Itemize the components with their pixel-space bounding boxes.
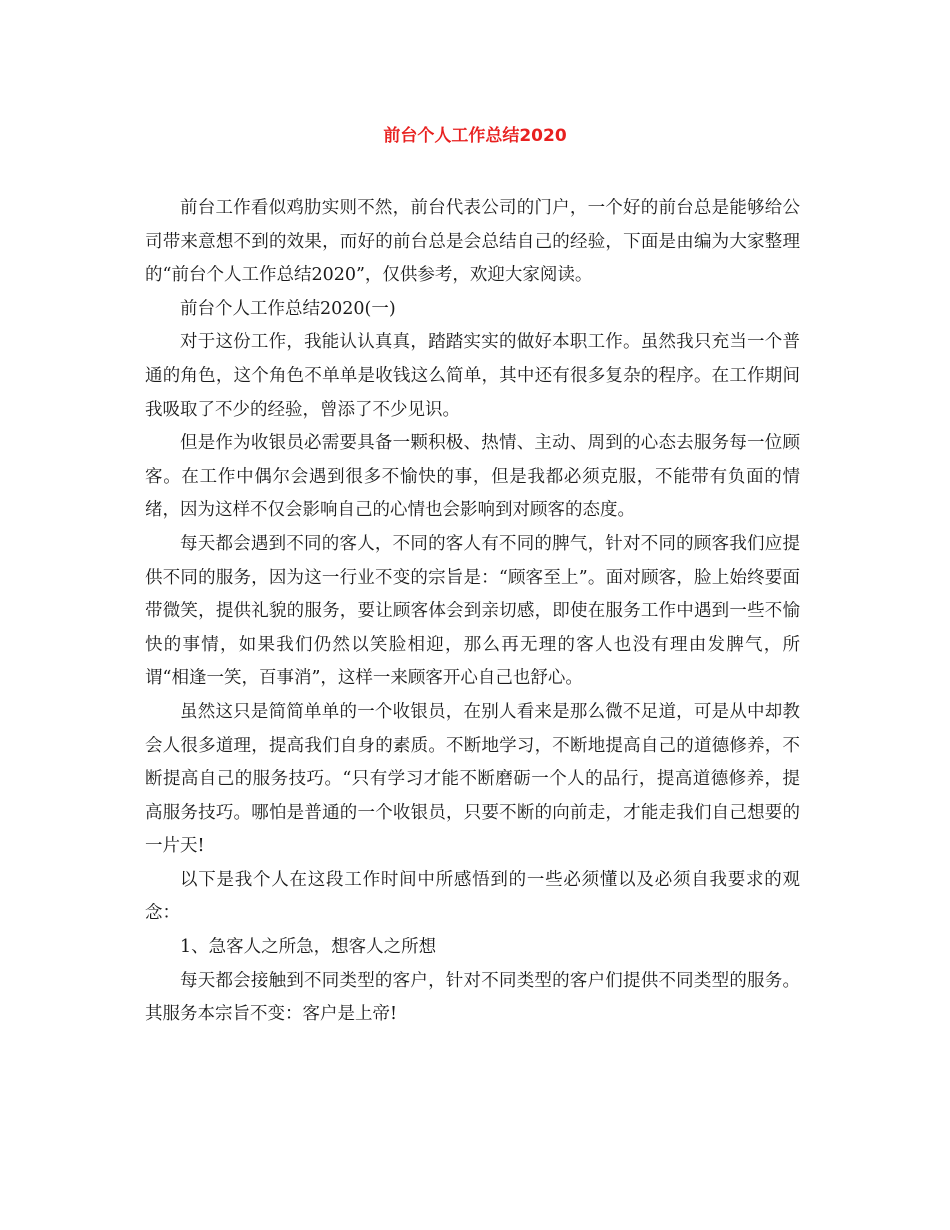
document-title: 前台个人工作总结2020 <box>383 126 567 146</box>
paragraph: 每天都会接触到不同类型的客户，针对不同类型的客户们提供不同类型的服务。其服务本宗旨不变：客户是上帝! <box>145 970 800 1025</box>
paragraph: 对于这份工作，我能认认真真，踏踏实实的做好本职工作。虽然我只充当一个普通的角色，这个角色不单单是收钱这么简单，其中还有很多复杂的程序。在工作期间我吸取了不少的经验，曾添了不少见识。 <box>145 332 800 420</box>
paragraph: 以下是我个人在这段工作时间中所感悟到的一些必须懂以及必须自我要求的观念： <box>145 869 800 924</box>
paragraph: 每天都会遇到不同的客人，不同的客人有不同的脾气，针对不同的顾客我们应提供不同的服务，因为这一行业不变的宗旨是：“顾客至上”。面对顾客，脸上始终要面带微笑，提供礼貌的服务，要让顾客体会到亲切感，即使在服务工作中遇到一些不愉快的事情，如果我们仍然以笑脸相迎，那么再无理的客人也没有理由发脾气，所谓“相逢一笑，百事消”，这样一来顾客开心自己也舒心。 <box>145 533 800 689</box>
paragraph: 但是作为收银员必需要具备一颗积极、热情、主动、周到的心态去服务每一位顾客。在工作中偶尔会遇到很多不愉快的事，但是我都必须克服，不能带有负面的情绪，因为这样不仅会影响自己的心情也会影响到对顾客的态度。 <box>145 433 800 521</box>
list-heading: 1、急客人之所急，想客人之所想 <box>180 937 437 958</box>
section-heading: 前台个人工作总结2020(一) <box>180 298 396 319</box>
document-body <box>145 192 800 1032</box>
paragraph: 虽然这只是简简单单的一个收银员，在别人看来是那么微不足道，可是从中却教会人很多道理，提高我们自身的素质。不断地学习，不断地提高自己的道德修养，不断提高自己的服务技巧。“只有学习才能不断磨砺一个人的品行，提高道德修养，提高服务技巧。哪怕是普通的一个收银员，只要不断的向前走，才能走我们自己想要的一片天! <box>145 701 800 857</box>
paragraph-intro: 前台工作看似鸡肋实则不然，前台代表公司的门户，一个好的前台总是能够给公司带来意想不到的效果，而好的前台总是会总结自己的经验，下面是由编为大家整理的“前台个人工作总结2020”，仅供参考，欢迎大家阅读。 <box>145 198 800 286</box>
